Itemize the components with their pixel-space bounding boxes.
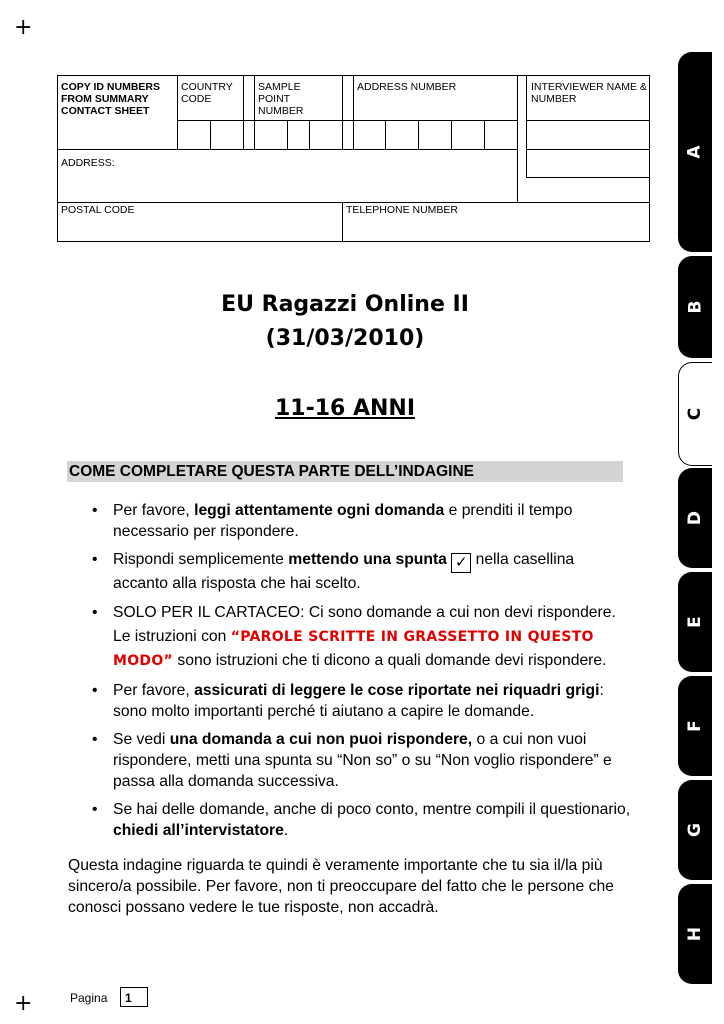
sample-point-label: SAMPLE POINT NUMBER — [258, 81, 304, 117]
list-item: • Per favore, leggi attentamente ogni domanda e prenditi il tempo necessario per rispondere. — [92, 502, 573, 540]
tab-g[interactable]: G — [678, 780, 712, 880]
tab-c[interactable]: C — [678, 362, 712, 466]
list-item: • Se vedi una domanda a cui non puoi rispondere, o a cui non vuoi rispondere, metti una spunta su “Non so” o su “Non voglio rispondere” e passa alla domanda successiva. — [92, 731, 612, 790]
list-item: • SOLO PER IL CARTACEO: Ci sono domande a cui non devi rispondere. Le istruzioni con “PAROLE SCRITTE IN GRASSETTO IN QUESTO MODO” sono istruzioni che ti dicono a quali domande devi rispondere. — [92, 604, 616, 669]
closing-paragraph: Questa indagine riguarda te quindi è veramente importante che tu sia il/la più sincero/a possibile. Per favore, non ti preoccupare del fatto che le persone che conosci possano vedere le tue risposte, non accadrà. — [68, 857, 614, 916]
tab-d[interactable]: D — [678, 468, 712, 568]
page-number: 1 — [120, 987, 148, 1007]
instruction-list — [92, 500, 632, 848]
survey-title: EU Ragazzi Online II — [221, 292, 469, 317]
address-number-label: ADDRESS NUMBER — [357, 81, 457, 93]
tab-f[interactable]: F — [678, 676, 712, 776]
address-label: ADDRESS: — [61, 157, 115, 169]
copy-id-label: COPY ID NUMBERS FROM SUMMARY CONTACT SHEET — [61, 81, 160, 117]
list-item: • Per favore, assicurati di leggere le cose riportate nei riquadri grigi: sono molto importanti perché ti aiutano a capire le domande. — [92, 682, 604, 720]
postal-code-label: POSTAL CODE — [61, 204, 135, 216]
checkbox-example-icon: ✓ — [451, 553, 471, 573]
crop-mark-top-left: + — [14, 15, 33, 40]
interviewer-label: INTERVIEWER NAME & NUMBER — [531, 81, 647, 105]
tab-b[interactable]: B — [678, 256, 712, 358]
tab-h[interactable]: H — [678, 884, 712, 984]
bold-instruction-example: “PAROLE SCRITTE IN GRASSETTO IN QUESTO MODO” — [113, 629, 594, 669]
list-item: • Se hai delle domande, anche di poco conto, mentre compili il questionario, chiedi all’intervistatore. — [92, 801, 631, 839]
age-range-title: 11-16 ANNI — [274, 396, 416, 421]
crop-mark-bottom-left: + — [14, 991, 33, 1016]
tab-a[interactable]: A — [678, 52, 712, 252]
tab-e[interactable]: E — [678, 572, 712, 672]
survey-date: (31/03/2010) — [265, 326, 425, 351]
page-label: Pagina — [70, 991, 108, 1005]
country-code-label: COUNTRY CODE — [181, 81, 233, 105]
contact-form-grid — [57, 75, 650, 242]
section-heading: COME COMPLETARE QUESTA PARTE DELL’INDAGINE — [67, 461, 623, 482]
list-item: • Rispondi semplicemente mettendo una spunta ✓ nella casellina accanto alla risposta che hai scelto. — [92, 551, 575, 592]
telephone-label: TELEPHONE NUMBER — [346, 204, 459, 216]
